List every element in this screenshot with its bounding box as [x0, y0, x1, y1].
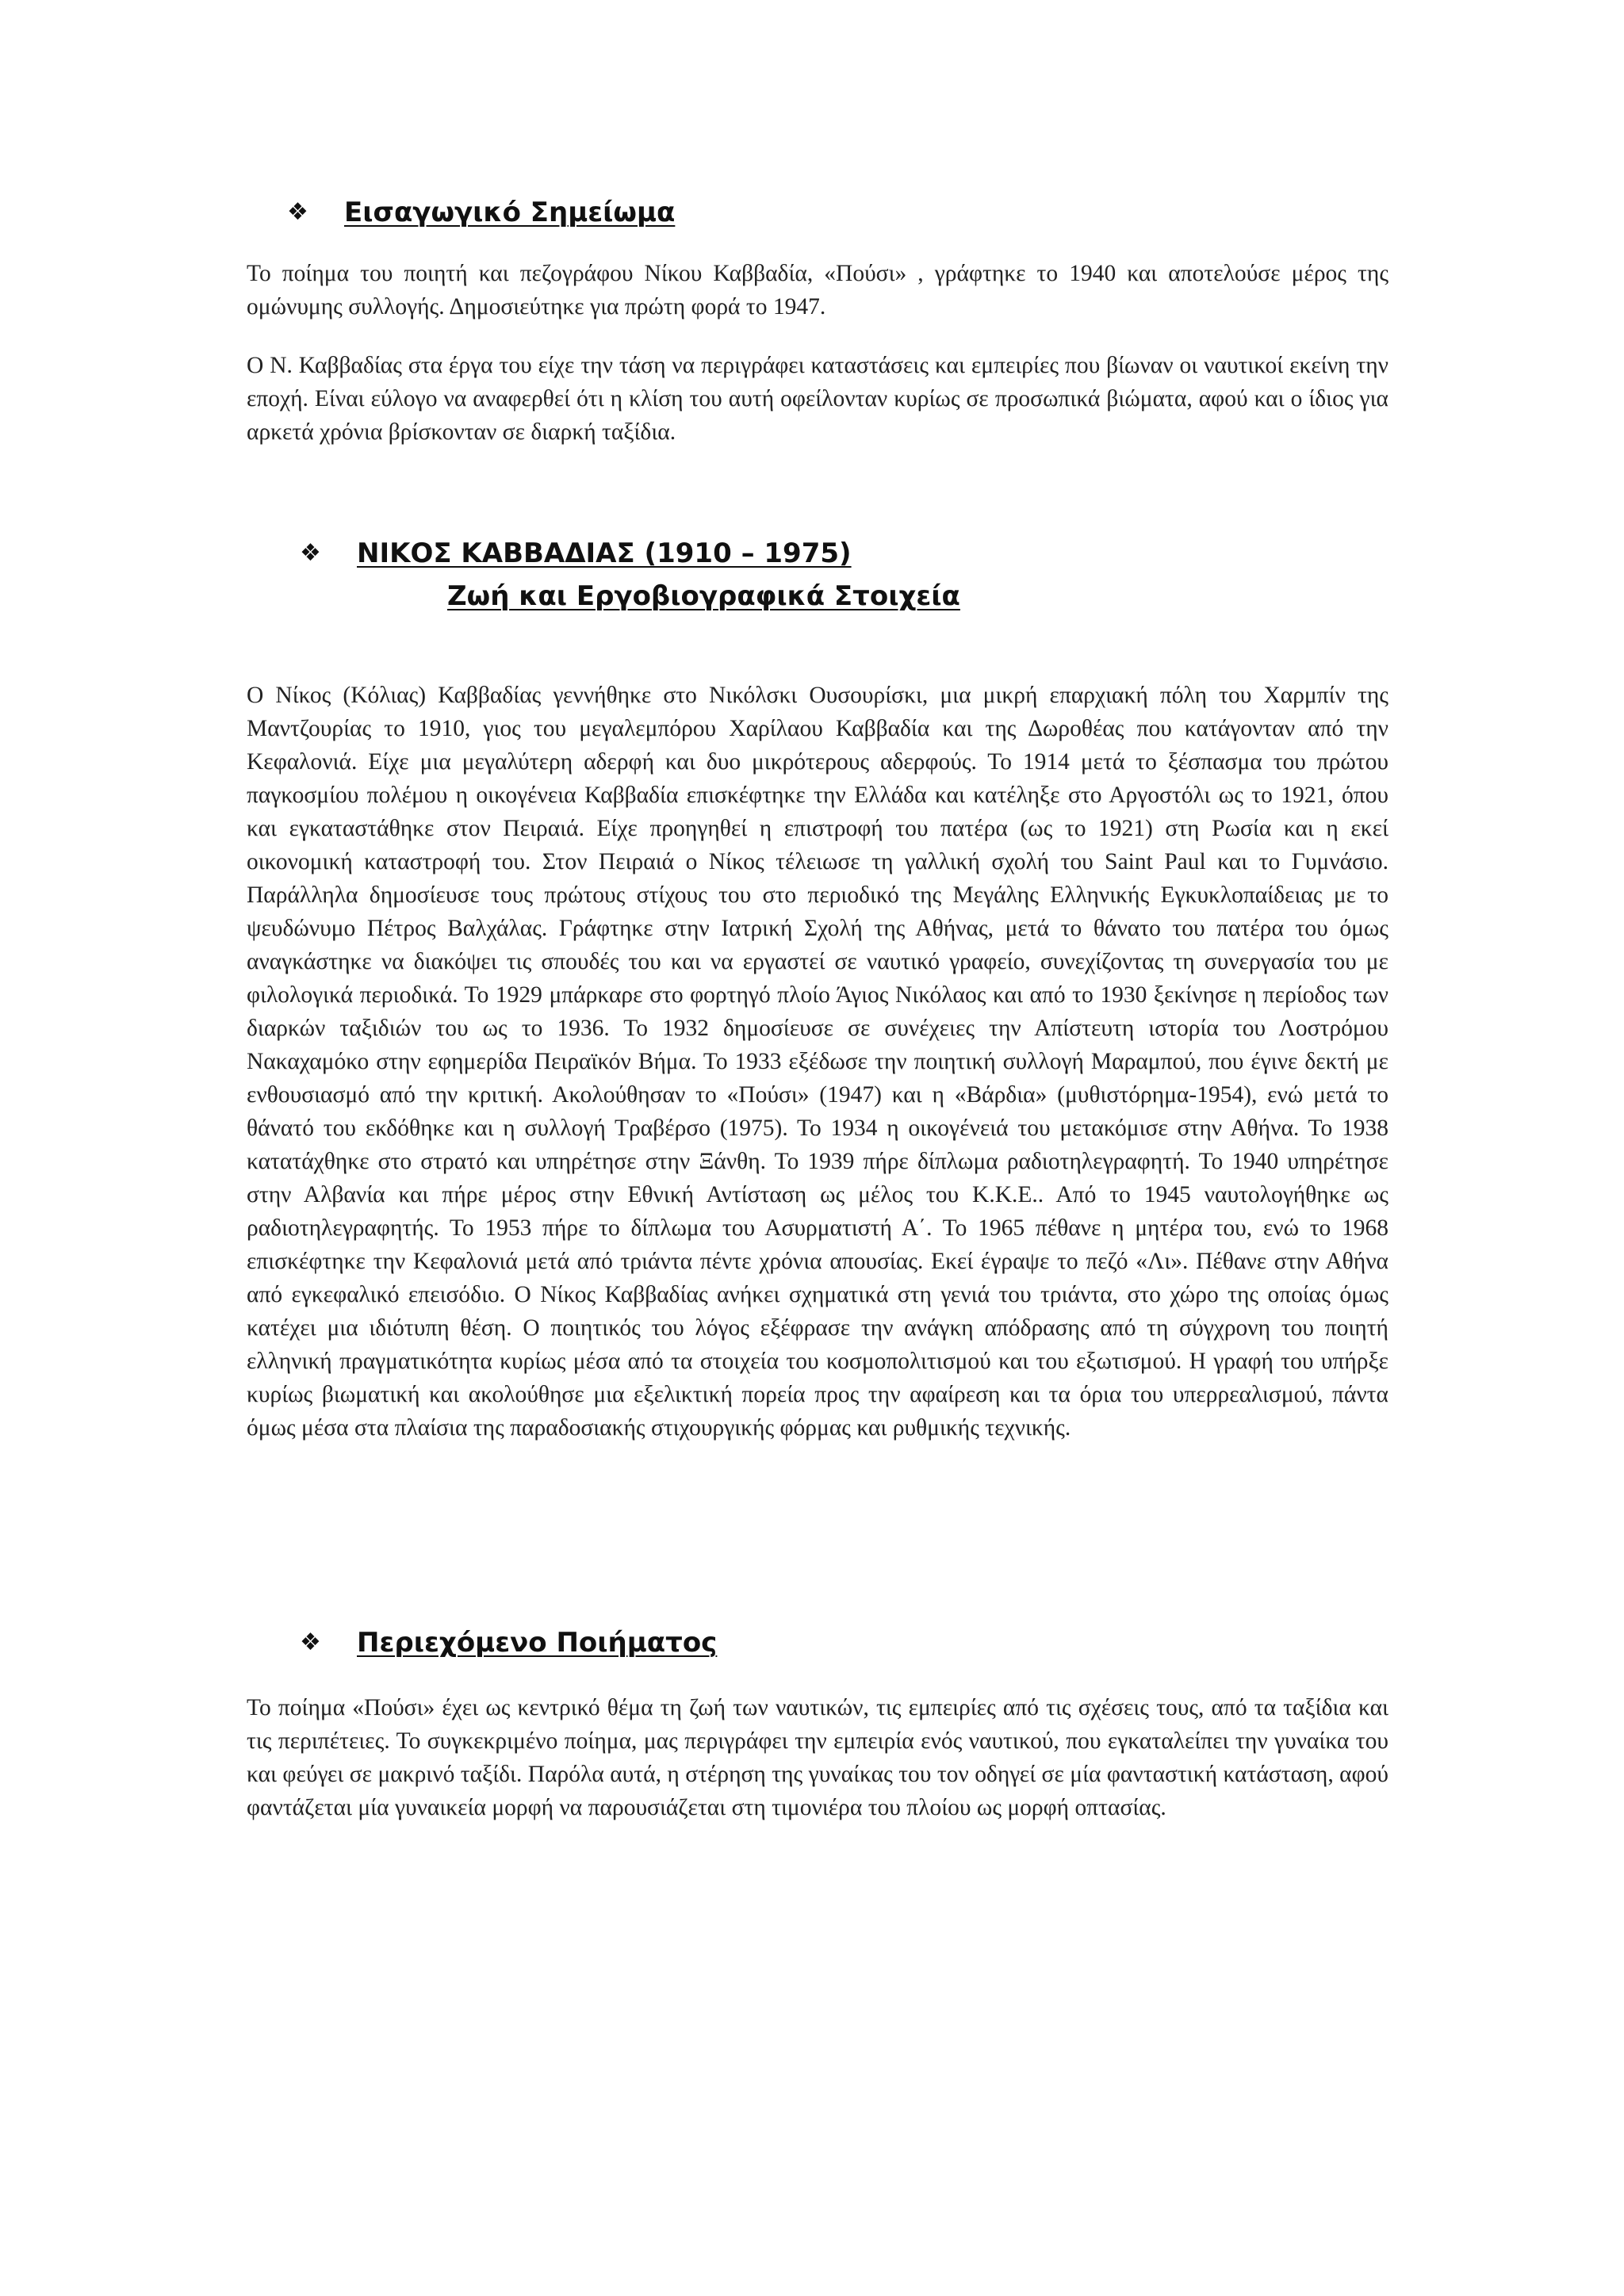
- content-heading: [300, 1625, 717, 1660]
- biography-subheading: Ζωή και Εργοβιογραφικά Στοιχεία: [447, 580, 960, 612]
- content-paragraph: Το ποίημα «Πούσι» έχει ως κεντρικό θέμα τη ζωή των ναυτικών, τις εμπειρίες από τις σχέσεις τους, από τα ταξίδια και τις περιπέτειες. Το συγκεκριμένο ποίημα, μας περιγράφει την εμπειρία ενός ναυτικού, που εγκαταλείπει την γυναίκα του και φεύγει σε μακρινό ταξίδι. Παρόλα αυτά, η στέρηση της γυναίκας του τον οδηγεί σε μία φανταστική κατάσταση, αφού φαντάζεται μία γυναικεία μορφή να παρουσιάζεται στη τιμονιέρα του πλοίου ως μορφή οπτασίας.: [247, 1695, 1388, 1820]
- diamond-bullet-icon: ❖: [287, 198, 308, 226]
- diamond-bullet-icon: ❖: [300, 539, 321, 567]
- intro-paragraph-2: Ο Ν. Καββαδίας στα έργα του είχε την τάση να περιγράφει καταστάσεις και εμπειρίες που βίωναν οι ναυτικοί εκείνη την εποχή. Είναι εύλογο να αναφερθεί ότι η κλίση του αυτή οφείλονταν κυρίως σε προσωπικά βιώματα, αφού και ο ίδιος για αρκετά χρόνια βρίσκονταν σε διαρκή ταξίδια.: [247, 353, 1388, 445]
- biography-heading-text: ΝΙΚΟΣ ΚΑΒΒΑΔΙΑΣ (1910 – 1975): [357, 538, 852, 569]
- intro-paragraph-1: Το ποίημα του ποιητή και πεζογράφου Νίκου Καββαδία, «Πούσι» , γράφτηκε το 1940 και αποτελούσε μέρος της ομώνυμης συλλογής. Δημοσιεύτηκε για πρώτη φορά το 1947.: [247, 261, 1388, 320]
- content-heading-text: Περιεχόμενο Ποιήματος: [357, 1627, 718, 1659]
- biography-paragraph: Ο Νίκος (Κόλιας) Καββαδίας γεννήθηκε στο Νικόλσκι Ουσουρίσκι, μια μικρή επαρχιακή πόλη του Χαρμπίν της Μαντζουρίας το 1910, γιος του μεγαλεμπόρου Χαρίλαου Καββαδία και της Δωροθέας που κατάγονταν από την Κεφαλονιά. Είχε μια μεγαλύτερη αδερφή και δυο μικρότερους αδερφούς. Το 1914 μετά το ξέσπασμα του πρώτου παγκοσμίου πολέμου η οικογένεια Καββαδία επισκέφτηκε την Ελλάδα και κατέληξε στο Αργοστόλι ως το 1921, όπου και εγκαταστάθηκε στον Πειραιά. Είχε προηγηθεί η επιστροφή του πατέρα (ως το 1921) στη Ρωσία και η εκεί οικονομική καταστροφή του. Στον Πειραιά ο Νίκος τέλειωσε τη γαλλική σχολή του Saint Paul και το Γυμνάσιο. Παράλληλα δημοσίευσε τους πρώτους στίχους του στο περιοδικό της Μεγάλης Ελληνικής Εγκυκλοπαίδειας με το ψευδώνυμο Πέτρος Βαλχάλας. Γράφτηκε στην Ιατρική Σχολή της Αθήνας, μετά το θάνατο του πατέρα του όμως αναγκάστηκε να διακόψει τις σπουδές του και να εργαστεί σε ναυτικό γραφείο, συνεχίζοντας τη συνεργασία του με φιλολογικά περιοδικά. Το 1929 μπάρκαρε στο φορτηγό πλοίο Άγιος Νικόλαος και από το 1930 ξεκίνησε η περίοδος των διαρκών ταξιδιών του ως το 1936. Το 1932 δημοσίευσε σε συνέχειες την Απίστευτη ιστορία του Λοστρόμου Νακαχαμόκο στην εφημερίδα Πειραϊκόν Βήμα. Το 1933 εξέδωσε την ποιητική συλλογή Μαραμπού, που έγινε δεκτή με ενθουσιασμό από την κριτική. Ακολούθησαν το «Πούσι» (1947) και η «Βάρδια» (μυθιστόρημα-1954), ενώ μετά το θάνατό του εκδόθηκε και η συλλογή Τραβέρσο (1975). Το 1934 η οικογένειά του μετακόμισε στην Αθήνα. Το 1938 κατατάχθηκε στο στρατό και υπηρέτησε στην Ξάνθη. Το 1939 πήρε δίπλωμα ραδιοτηλεγραφητή. Το 1940 υπηρέτησε στην Αλβανία και πήρε μέρος στην Εθνική Αντίσταση ως μέλος του Κ.Κ.Ε.. Από το 1945 ναυτολογήθηκε ως ραδιοτηλεγραφητής. Το 1953 πήρε το δίπλωμα του Ασυρματιστή Α΄. Το 1965 πέθανε η μητέρα του, ενώ το 1968 επισκέφτηκε την Κεφαλονιά μετά από τριάντα πέντε χρόνια απουσίας. Εκεί έγραψε το πεζό «Λι». Πέθανε στην Αθήνα από εγκεφαλικό επεισόδιο. Ο Νίκος Καββαδίας ανήκει σχηματικά στη γενιά του τριάντα, στο χώρο της οποίας όμως κατέχει μια ιδιότυπη θέση. Ο ποιητικός του λόγος εξέφρασε την ανάγκη απόδρασης από τη σύγχρονη του ποιητή ελληνική πραγματικότητα κυρίως μέσα από τα στοιχεία του κοσμοπολιτισμού και του εξωτισμού. Η γραφή του υπήρξε κυρίως βιωματική και ακολούθησε μια εξελικτική πορεία προς την αφαίρεση και τα όρια του υπερρεαλισμού, πάντα όμως μέσα στα πλαίσια της παραδοσιακής στιχουργικής φόρμας και ρυθμικής τεχνικής.: [247, 683, 1388, 1441]
- diamond-bullet-icon: ❖: [300, 1628, 321, 1656]
- intro-heading-text: Εισαγωγικό Σημείωμα: [344, 197, 676, 228]
- intro-heading: [287, 195, 675, 230]
- biography-heading: [300, 536, 852, 571]
